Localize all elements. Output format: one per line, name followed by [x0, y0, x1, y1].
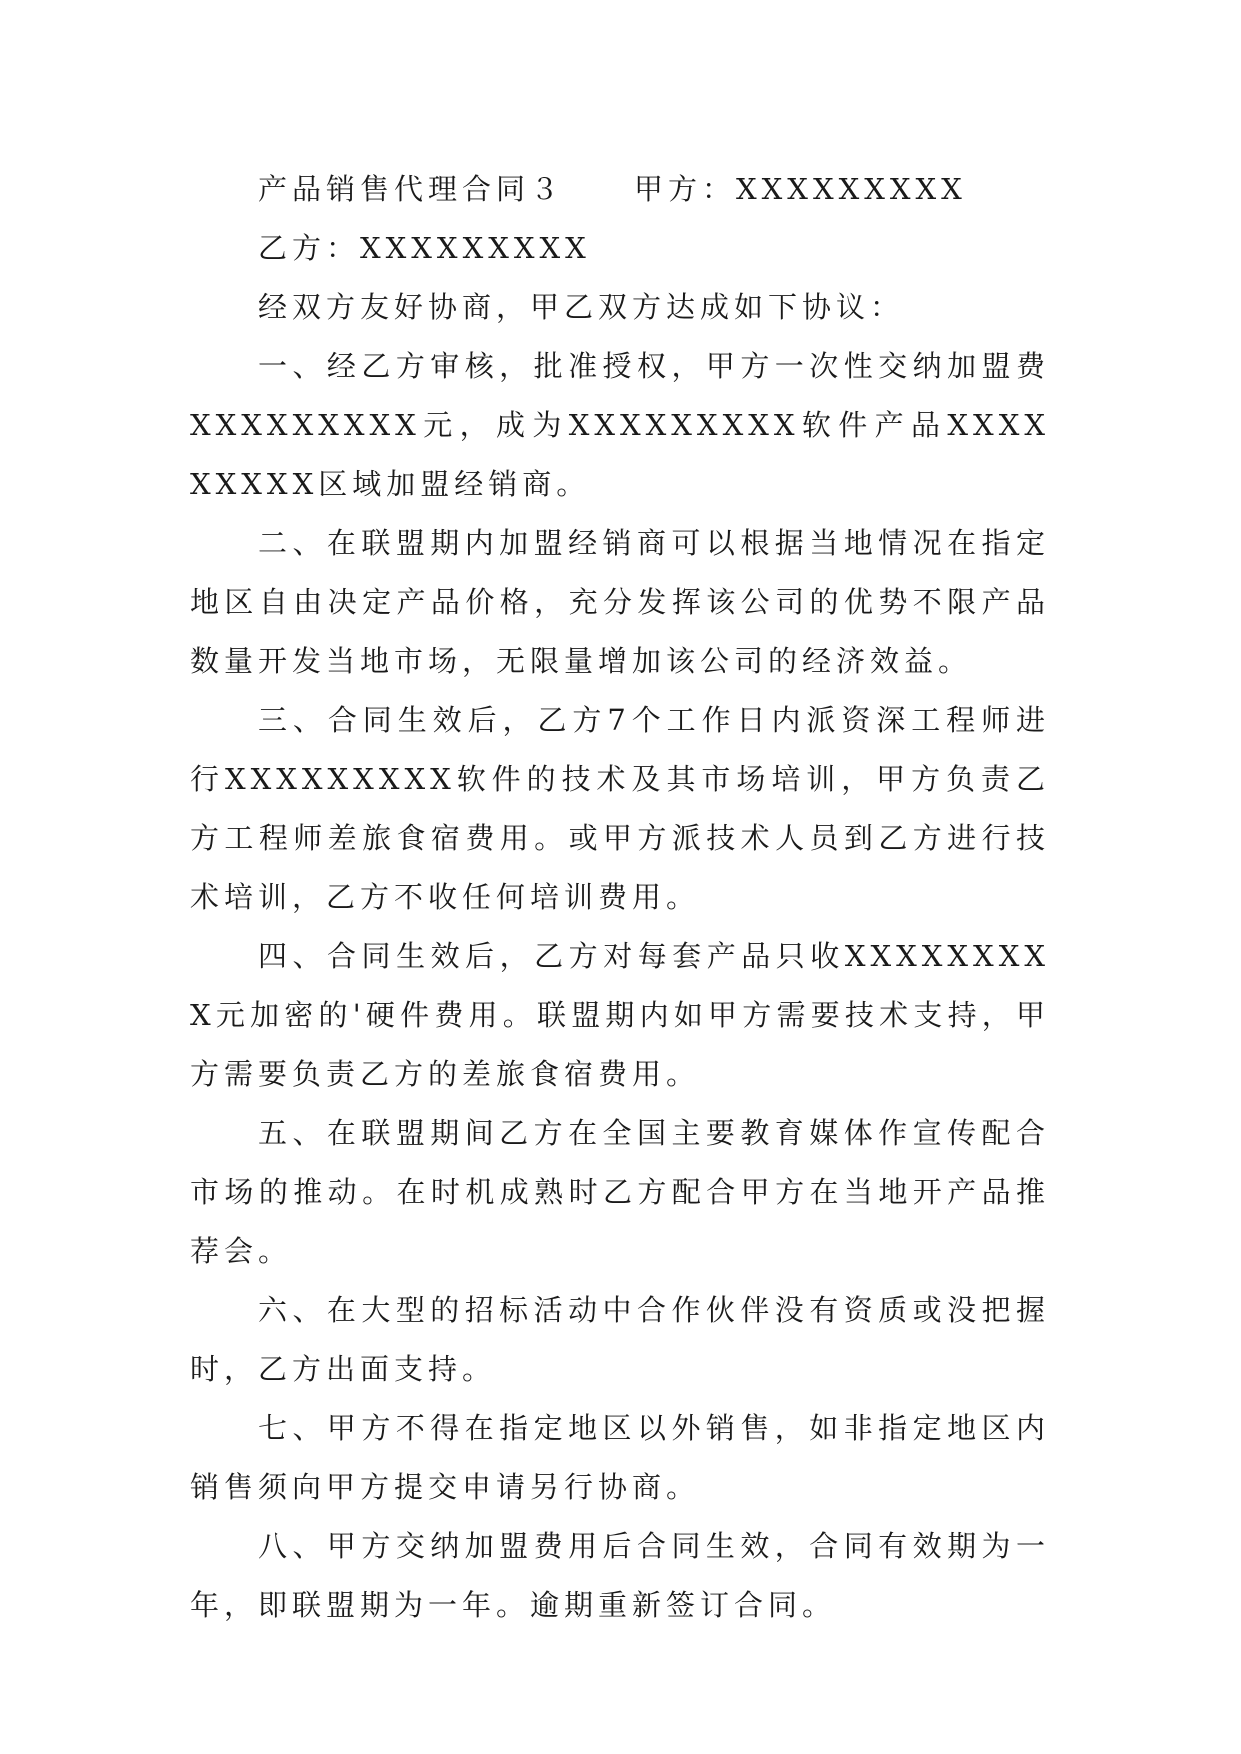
clause-4: 四、合同生效后，乙方对每套产品只收XXXXXXXXX元加密的'硬件费用。联盟期内如甲方需要技术支持，甲方需要负责乙方的差旅食宿费用。	[190, 939, 1050, 1091]
clause-2: 二、在联盟期内加盟经销商可以根据当地情况在指定地区自由决定产品价格，充分发挥该公司的优势不限产品数量开发当地市场，无限量增加该公司的经济效益。	[190, 526, 1050, 678]
clause-1: 一、经乙方审核，批准授权，甲方一次性交纳加盟费XXXXXXXXX元，成为XXXXXXXXX软件产品XXXXXXXXX区域加盟经销商。	[190, 349, 1050, 501]
party-a: 甲方：XXXXXXXXX	[634, 172, 967, 206]
document-body	[190, 160, 1050, 1635]
clause-3: 三、合同生效后，乙方7个工作日内派资深工程师进行XXXXXXXXX软件的技术及其市场培训，甲方负责乙方工程师差旅食宿费用。或甲方派技术人员到乙方进行技术培训，乙方不收任何培训费用。	[190, 703, 1050, 914]
clause-8: 八、甲方交纳加盟费用后合同生效，合同有效期为一年，即联盟期为一年。逾期重新签订合同。	[190, 1529, 1050, 1622]
party-b: 乙方：XXXXXXXXX	[258, 231, 591, 265]
clause-7: 七、甲方不得在指定地区以外销售，如非指定地区内销售须向甲方提交申请另行协商。	[190, 1411, 1050, 1504]
clause-6: 六、在大型的招标活动中合作伙伴没有资质或没把握时，乙方出面支持。	[190, 1293, 1050, 1386]
title-line	[190, 160, 1050, 219]
document-title: 产品销售代理合同３	[258, 172, 565, 206]
clause-5: 五、在联盟期间乙方在全国主要教育媒体作宣传配合市场的推动。在时机成熟时乙方配合甲方在当地开产品推荐会。	[190, 1116, 1050, 1268]
intro-paragraph: 经双方友好协商，甲乙双方达成如下协议：	[258, 290, 905, 324]
